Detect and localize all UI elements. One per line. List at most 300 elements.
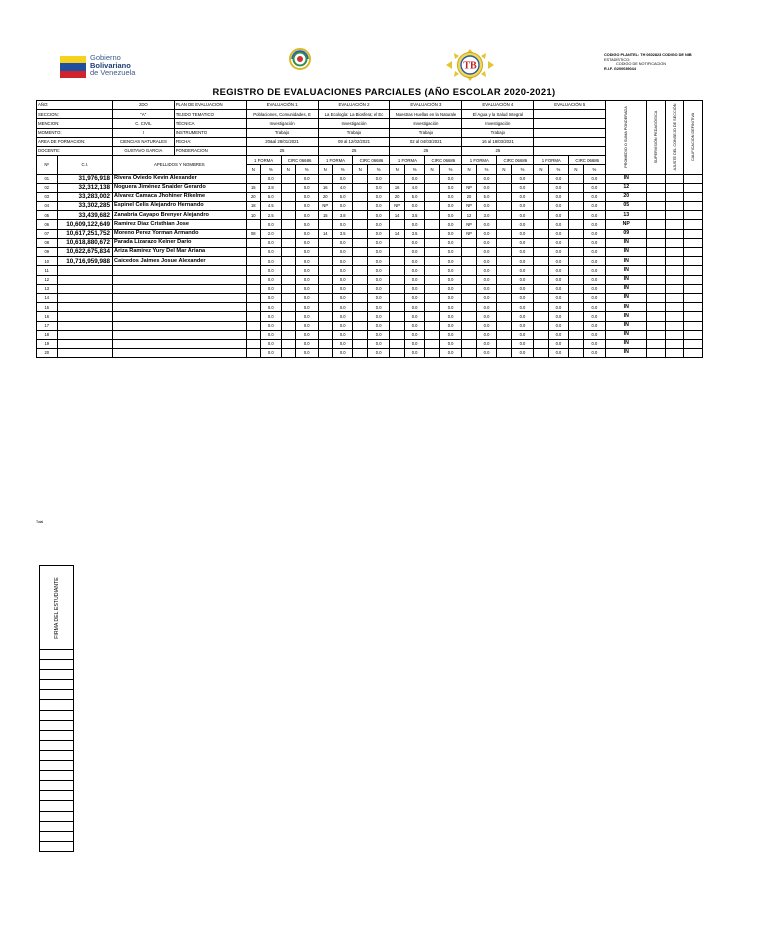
circ-header: CIRC 06686 [569,156,606,165]
score-cell: 0.0 [332,312,353,321]
score-cell: 0.0 [295,192,318,201]
calificacion-cell [684,202,703,211]
score-cell [569,174,583,183]
final-grade: IN [606,257,647,266]
score-cell: 14 [390,229,404,238]
score-cell: 0.0 [583,202,606,211]
final-grade: IN [606,312,647,321]
score-cell: 0.0 [260,303,281,312]
score-cell [497,211,511,220]
score-cell: 0.0 [548,321,569,330]
signature-header: FIRMA DEL ESTUDIANTE [40,566,74,650]
score-cell [462,303,476,312]
score-cell [318,303,332,312]
student-ci [57,312,113,321]
signature-line [40,690,74,700]
score-cell: 0.0 [367,275,390,284]
score-cell [425,303,439,312]
table-row [37,238,703,247]
student-number: 07 [37,229,58,238]
score-cell [534,312,548,321]
score-cell: 0.0 [548,174,569,183]
score-cell: 0.0 [476,257,497,266]
score-cell [425,183,439,192]
student-name [113,275,247,284]
info-row [37,128,703,137]
score-cell: 0.0 [260,330,281,339]
score-cell: 0.0 [260,266,281,275]
signature-line [40,730,74,740]
score-cell: 0.0 [404,257,425,266]
score-cell [425,275,439,284]
score-cell: 0.0 [548,257,569,266]
score-cell: 0.0 [260,174,281,183]
score-cell [353,192,367,201]
evaluation-5-ponderacion [534,146,606,155]
score-cell [390,238,404,247]
plan-label: PONDERACION [174,146,246,155]
score-cell: 0.0 [476,266,497,275]
n-header: N [534,165,548,174]
score-cell [318,349,332,358]
score-cell [569,202,583,211]
info-label: SECCION: [37,110,113,119]
supervision-cell [647,266,665,275]
score-cell [534,183,548,192]
score-cell [281,183,295,192]
circ-header: CIRC 06686 [353,156,390,165]
table-row [37,275,703,284]
score-cell [497,312,511,321]
score-cell [246,312,260,321]
final-grade: IN [606,284,647,293]
school-code-block [604,53,714,71]
score-cell [246,303,260,312]
supervision-cell [647,257,665,266]
score-cell [462,293,476,302]
final-grade: IN [606,303,647,312]
score-cell: 0.0 [548,183,569,192]
score-cell: 0.0 [295,339,318,348]
score-cell [497,330,511,339]
score-cell [246,321,260,330]
score-cell [534,248,548,257]
score-cell: 3.5 [332,229,353,238]
score-cell: 20 [390,192,404,201]
info-row [37,119,703,128]
score-cell: 0.0 [548,192,569,201]
score-cell: 0.0 [511,339,534,348]
pct-header: % [583,165,606,174]
ajuste-cell [665,275,683,284]
score-cell: NP [462,202,476,211]
score-cell: 0.0 [439,293,462,302]
signature-line [40,660,74,670]
grades-table [36,100,703,358]
score-cell: 0.0 [295,238,318,247]
score-cell [497,202,511,211]
calificacion-cell [684,211,703,220]
supervision-cell [647,192,665,201]
score-cell [569,211,583,220]
score-cell [353,293,367,302]
ajuste-cell [665,202,683,211]
student-name: Caicedos Jaimes Josue Alexander [113,257,247,266]
score-cell: 10 [246,211,260,220]
score-cell [569,339,583,348]
signature-line [40,650,74,660]
score-cell: 0.0 [548,284,569,293]
score-cell: 0.0 [476,349,497,358]
score-cell: 3.5 [404,211,425,220]
score-cell: 0.0 [511,183,534,192]
calificacion-cell [684,248,703,257]
student-number: 20 [37,349,58,358]
score-cell [534,257,548,266]
table-row [37,293,703,302]
table-row [37,257,703,266]
score-cell: 0.0 [260,257,281,266]
score-cell: 0.0 [439,266,462,275]
signature-line [40,761,74,771]
score-cell: 0.0 [332,339,353,348]
calificacion-cell [684,275,703,284]
score-cell [318,339,332,348]
evaluation-5-instrumento [534,128,606,137]
score-cell [390,266,404,275]
score-cell: 0.0 [404,312,425,321]
score-cell: 0.0 [548,349,569,358]
score-cell: 0.0 [548,220,569,229]
ajuste-cell [665,183,683,192]
circ-header: CIRC 06686 [497,156,534,165]
student-number: 15 [37,303,58,312]
score-cell [353,303,367,312]
score-cell [390,257,404,266]
score-cell [246,284,260,293]
student-number: 12 [37,275,58,284]
score-cell [425,192,439,201]
score-cell [318,174,332,183]
student-number: 06 [37,220,58,229]
score-cell: 0.0 [295,229,318,238]
score-cell [353,257,367,266]
evaluation-4-ponderacion: 25 [462,146,534,155]
score-cell [569,330,583,339]
score-cell: 0.0 [404,248,425,257]
score-cell: 0.0 [511,266,534,275]
score-cell: 0.0 [476,293,497,302]
score-cell: 0.0 [583,303,606,312]
gobierno-bolivariano-logo [60,54,160,80]
pct-header: % [511,165,534,174]
evaluation-1-fecha: 20&al 28/01/2021 [246,137,318,146]
score-cell: 0.0 [548,275,569,284]
student-number: 02 [37,183,58,192]
score-cell [281,321,295,330]
score-cell: 0.0 [367,192,390,201]
score-cell: 0.0 [583,257,606,266]
signature-line [40,801,74,811]
supervision-cell [647,321,665,330]
score-cell [534,339,548,348]
score-cell [281,229,295,238]
calificacion-cell [684,293,703,302]
ajuste-cell [665,192,683,201]
score-cell [281,248,295,257]
score-cell [390,349,404,358]
student-ci [57,330,113,339]
score-cell: 0.0 [404,330,425,339]
score-cell: 0.0 [404,284,425,293]
score-cell [281,266,295,275]
score-cell: 0.0 [476,248,497,257]
score-cell [281,330,295,339]
score-cell [425,220,439,229]
score-cell: 0.0 [583,220,606,229]
evaluation-5-title: EVALUACIÓN 5 [534,101,606,110]
score-cell: 0.0 [367,303,390,312]
final-grade: 05 [606,202,647,211]
score-cell [497,229,511,238]
score-cell: NP [462,220,476,229]
pct-header: % [476,165,497,174]
score-cell: 0.0 [439,330,462,339]
score-cell [246,293,260,302]
score-cell [534,202,548,211]
signature-line [40,680,74,690]
signature-line [40,811,74,821]
score-cell [425,257,439,266]
student-ci: 32,312,138 [57,183,113,192]
score-cell: 0.0 [332,202,353,211]
score-cell [462,248,476,257]
calificacion-cell [684,220,703,229]
score-cell: 0.0 [476,339,497,348]
score-cell [569,321,583,330]
score-cell [497,238,511,247]
score-cell [569,238,583,247]
score-cell: 0.0 [583,192,606,201]
info-value: "A" [113,110,175,119]
student-number: 11 [37,266,58,275]
signature-line [40,841,74,851]
calificacion-cell [684,330,703,339]
score-cell [281,339,295,348]
score-cell: 0.0 [511,229,534,238]
score-cell: 0.0 [332,349,353,358]
student-number: 04 [37,202,58,211]
score-cell: 0.0 [511,275,534,284]
score-cell: 2.0 [260,229,281,238]
n-header: N [462,165,476,174]
score-cell: 0.0 [367,257,390,266]
score-cell [497,174,511,183]
supervision-cell [647,349,665,358]
final-grade: IN [606,275,647,284]
score-cell: NP [318,202,332,211]
score-cell [497,349,511,358]
supervision-cell [647,220,665,229]
score-cell [497,275,511,284]
calificacion-cell [684,174,703,183]
score-cell [569,192,583,201]
score-cell: 0.0 [295,349,318,358]
score-cell: 0.0 [476,312,497,321]
score-cell [353,248,367,257]
code-line: CODIGO DE NOTIFICACION [616,62,666,67]
signature-line [40,700,74,710]
score-cell [569,257,583,266]
student-name [113,339,247,348]
student-name [113,284,247,293]
score-cell: 0.0 [295,211,318,220]
score-cell: 3.0 [476,211,497,220]
student-number: 13 [37,284,58,293]
score-cell [497,192,511,201]
supervision-cell [647,202,665,211]
score-cell: 0.0 [511,330,534,339]
n-header: N [497,165,511,174]
score-cell: 0.0 [583,349,606,358]
score-cell [425,174,439,183]
score-cell: NP [390,202,404,211]
score-cell [425,321,439,330]
calificacion-cell [684,303,703,312]
n-header: N [425,165,439,174]
calificacion-cell [684,257,703,266]
ajuste-cell [665,284,683,293]
score-cell: 0.0 [260,312,281,321]
signature-line [40,710,74,720]
small-label: Total [36,520,44,524]
score-cell [353,275,367,284]
score-cell: 0.0 [367,330,390,339]
evaluation-2-instrumento: Trabajo [318,128,390,137]
circ-header: CIRC 06686 [425,156,462,165]
pct-header: % [332,165,353,174]
calificacion-cell [684,229,703,238]
score-cell: 4.5 [260,202,281,211]
supervision-header: SUPERVISIÓN PEDAGÓGICA [647,101,665,175]
info-value: 2DO [113,101,175,110]
student-name: Alvarez Camaca Jhohiner Rikelme [113,192,247,201]
score-cell [569,266,583,275]
ajuste-cell [665,248,683,257]
score-cell: NP [462,229,476,238]
no-header: Nº [37,156,58,174]
final-grade: IN [606,266,647,275]
score-cell: 0.0 [511,192,534,201]
final-grade: IN [606,174,647,183]
evaluation-4-fecha: 16 al 18/03/2021 [462,137,534,146]
score-cell: 0.0 [332,275,353,284]
score-cell [318,238,332,247]
score-cell [318,266,332,275]
signature-line [40,821,74,831]
score-cell [281,303,295,312]
score-cell [569,229,583,238]
ajuste-cell [665,257,683,266]
student-name: Moreno Perez Yorman Armando [113,229,247,238]
score-cell: 0.0 [404,220,425,229]
final-grade: IN [606,330,647,339]
score-cell [462,321,476,330]
ajuste-cell [665,330,683,339]
score-cell: 0.0 [367,183,390,192]
signature-table [39,565,74,852]
supervision-cell [647,284,665,293]
score-cell [569,349,583,358]
score-cell [390,293,404,302]
evaluation-2-title: EVALUACIÓN 2 [318,101,390,110]
student-number: 19 [37,339,58,348]
score-cell: 0.0 [332,257,353,266]
ajuste-cell [665,220,683,229]
score-cell [353,284,367,293]
info-label: MOMENTO: [37,128,113,137]
ajuste-cell [665,293,683,302]
score-cell: 0.0 [439,284,462,293]
ajuste-cell [665,321,683,330]
score-cell: 0.0 [332,248,353,257]
score-cell: 0.0 [260,293,281,302]
supervision-cell [647,248,665,257]
score-cell [246,330,260,339]
score-cell: 0.0 [476,321,497,330]
score-cell: 0.0 [511,248,534,257]
student-name [113,266,247,275]
score-cell [246,248,260,257]
score-cell [425,238,439,247]
score-cell [425,202,439,211]
table-row [37,248,703,257]
student-ci: 10,617,251,752 [57,229,113,238]
score-cell [534,192,548,201]
plan-label: FECHA: [174,137,246,146]
final-grade: IN [606,238,647,247]
score-cell [569,220,583,229]
score-cell: 0.0 [548,266,569,275]
score-cell [425,330,439,339]
score-cell [281,284,295,293]
student-name [113,349,247,358]
score-cell: 0.0 [548,229,569,238]
score-cell: 0.0 [439,183,462,192]
score-cell [353,321,367,330]
score-cell [569,275,583,284]
score-cell [534,266,548,275]
table-row [37,229,703,238]
student-number: 10 [37,257,58,266]
ajuste-cell [665,339,683,348]
score-cell: 0.0 [583,248,606,257]
calificacion-cell [684,238,703,247]
student-name [113,321,247,330]
score-cell: 0.0 [548,312,569,321]
score-cell [534,275,548,284]
student-number: 03 [37,192,58,201]
score-cell: 0.0 [583,238,606,247]
score-cell [534,303,548,312]
n-header: N [390,165,404,174]
evaluation-3-tejido: Nuestras Huellas en la Naturale [390,110,462,119]
score-cell: NP [462,183,476,192]
evaluation-5-tejido [534,110,606,119]
score-cell: 0.0 [583,174,606,183]
supervision-cell [647,339,665,348]
ajuste-cell [665,303,683,312]
